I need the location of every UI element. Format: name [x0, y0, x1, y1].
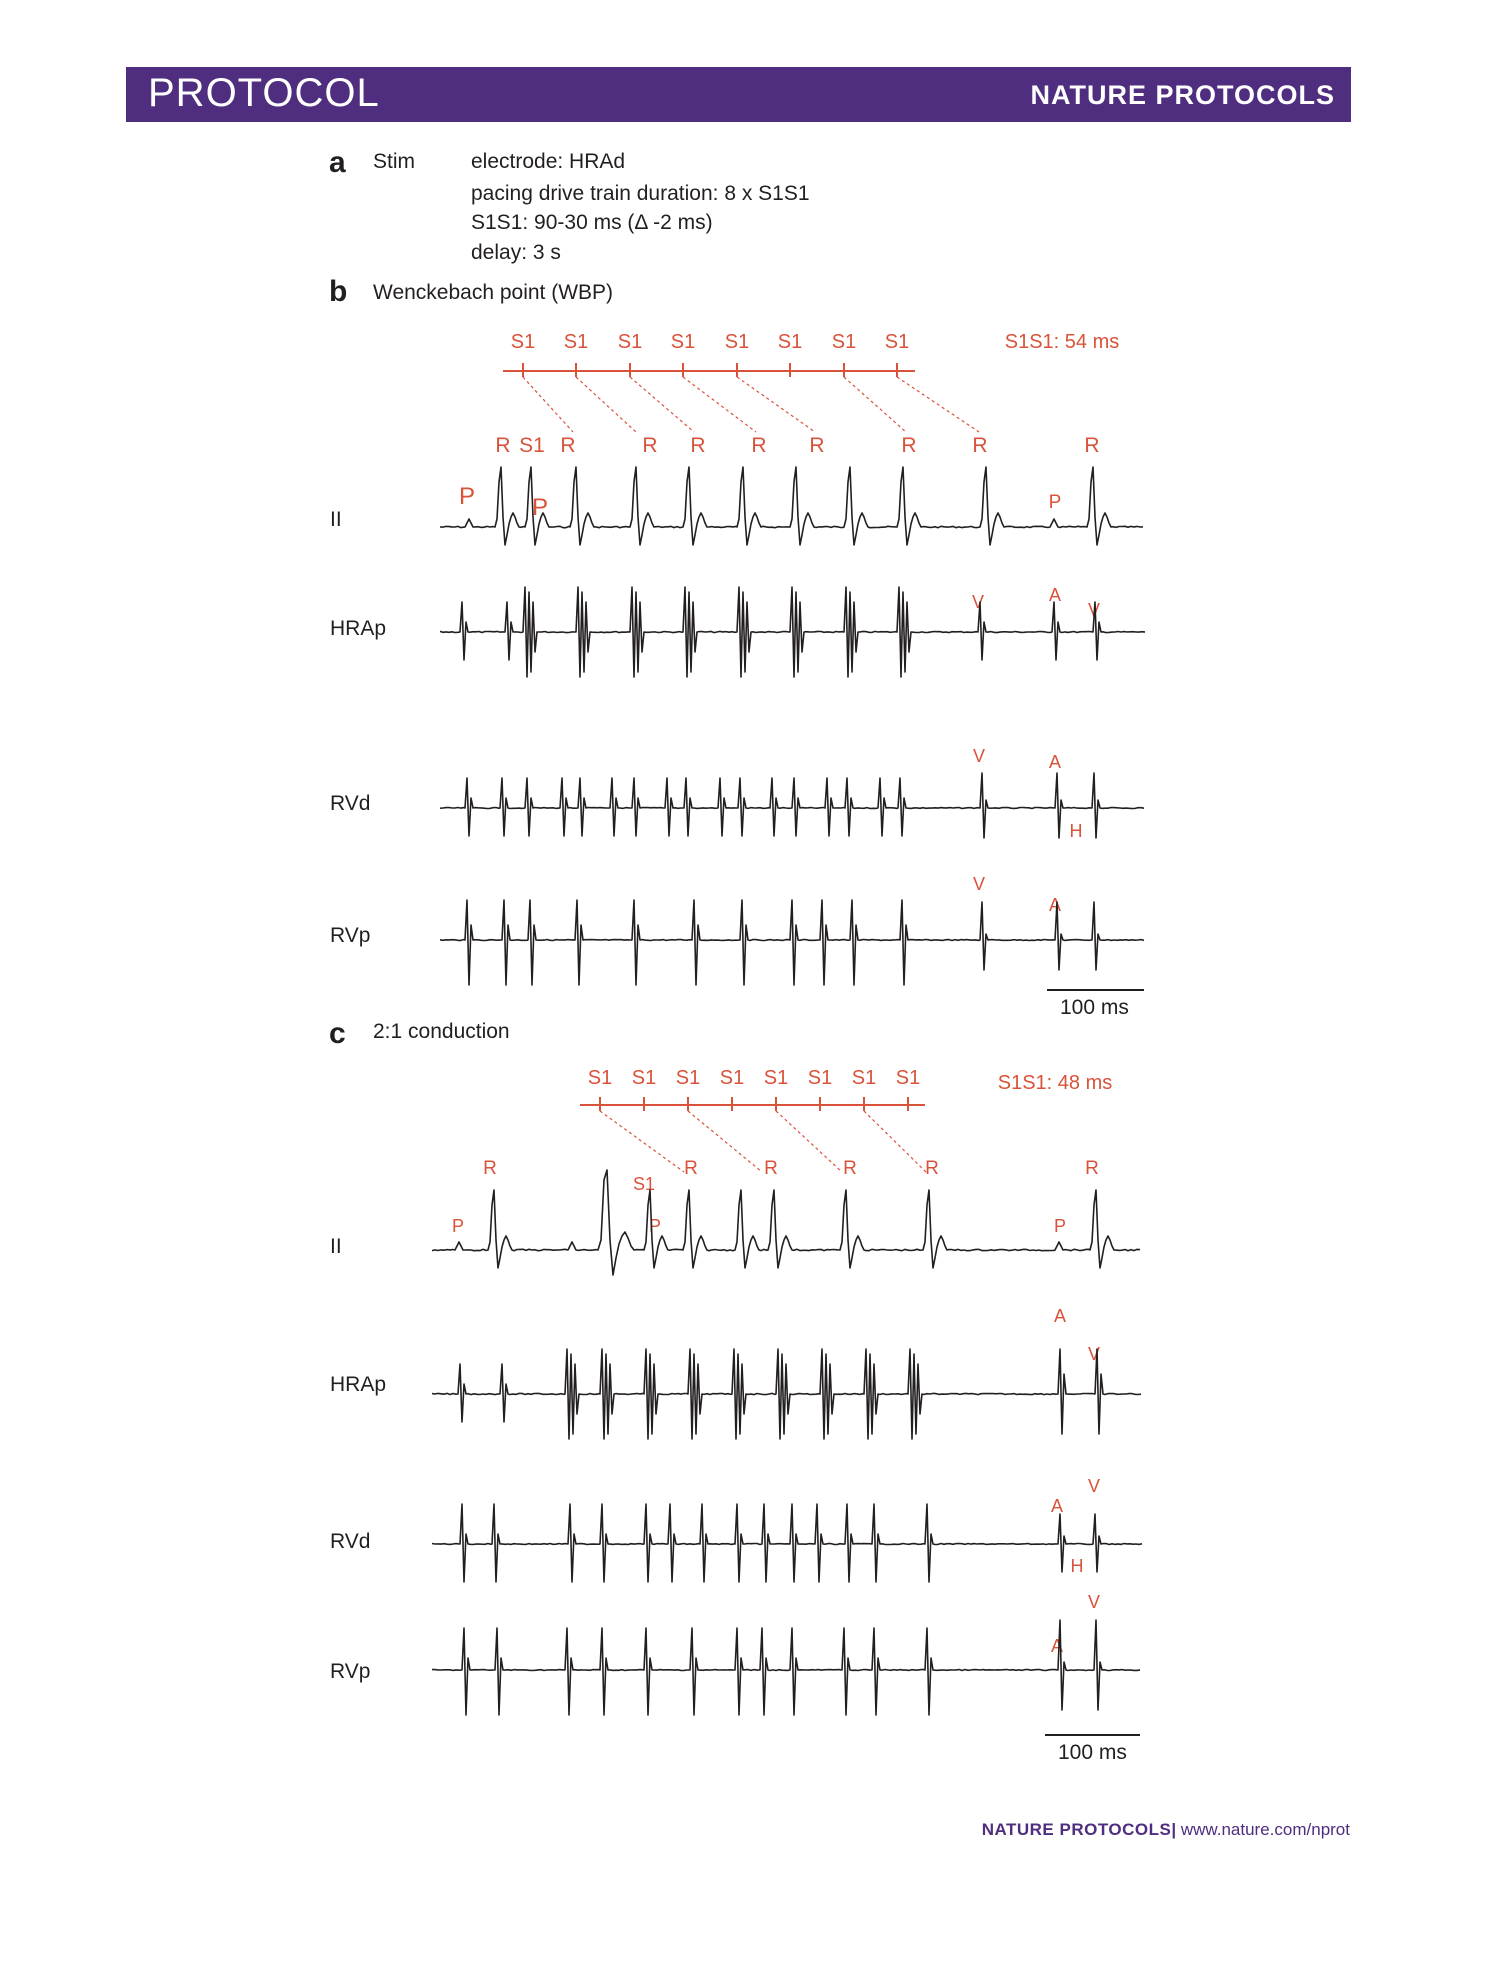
panel-a-stim-label: Stim [373, 150, 415, 173]
panel-c-s1-label: S1 [675, 1067, 701, 1089]
panel-b-r-label: R [972, 434, 988, 457]
panel-c-scale-label: 100 ms [1058, 1741, 1127, 1764]
panel-b-letter: b [329, 275, 348, 308]
panel-b-trace-label-rvp: RVp [330, 924, 371, 947]
panel-c-r-label: R [483, 1158, 497, 1179]
panel-a-line-2: pacing drive train duration: 8 x S1S1 [471, 182, 810, 205]
panel-b-a-label: A [1048, 585, 1062, 605]
panel-c-letter: c [329, 1017, 346, 1050]
journal-name: NATURE PROTOCOLS [1030, 80, 1335, 110]
panel-b-p-label: P [531, 494, 549, 521]
panel-b-s1-label: S1 [724, 331, 750, 353]
panel-c-s1-label: S1 [851, 1067, 877, 1089]
panel-c-trace-label-rvp: RVp [330, 1660, 371, 1683]
panel-b-s1-label: S1 [884, 331, 910, 353]
panel-c-s1-label: S1 [587, 1067, 613, 1089]
footer [982, 1820, 1350, 1840]
panel-b-r-label: R [1084, 434, 1100, 457]
panel-b-r-label: R [495, 434, 511, 457]
panel-b-conduction-line [897, 377, 979, 432]
panel-c-a-label: A [1050, 1636, 1064, 1656]
panel-c-a-label: A [1053, 1306, 1067, 1326]
panel-c-h-label: H [1070, 1556, 1084, 1576]
panel-b-trace-rvd [440, 773, 1144, 838]
panel-b-s1-label: S1 [510, 331, 536, 353]
panel-b-p-label: P [1048, 492, 1062, 513]
panel-b-v-label: V [971, 592, 985, 612]
panel-c-conduction-line [688, 1111, 762, 1172]
panel-c-trace-label-rvd: RVd [330, 1530, 371, 1553]
panel-c-conduction-line [776, 1111, 842, 1172]
panel-c-p-label: P [451, 1216, 465, 1236]
panel-c-r-label: R [843, 1158, 857, 1179]
panel-b-conduction-line [737, 377, 815, 432]
panel-b-trace-hrap [440, 587, 1145, 677]
panel-c-trace-label-ii: II [330, 1235, 342, 1258]
panel-b-conduction-line [844, 377, 906, 432]
panel-b-r-label: R [901, 434, 917, 457]
panel-b-s1-label: S1 [831, 331, 857, 353]
panel-b-r-label: R [809, 434, 825, 457]
panel-b-r-label: R [690, 434, 706, 457]
panel-b-v-label: V [1087, 600, 1101, 620]
panel-b-p-label: P [458, 483, 476, 510]
panel-b-v-label: V [972, 874, 986, 894]
panel-a-line-3: S1S1: 90-30 ms (Δ -2 ms) [471, 211, 713, 234]
panel-b-trace-label-rvd: RVd [330, 792, 371, 815]
panel-b-s1-label: S1 [617, 331, 643, 353]
panel-c-trace-label-hrap: HRAp [330, 1373, 387, 1396]
panel-c-p-label: P [648, 1216, 662, 1236]
panel-b-conduction-line [523, 377, 573, 432]
panel-c-s1-label: S1 [631, 1067, 657, 1089]
panel-c-r-label: R [684, 1158, 698, 1179]
panel-b-conduction-line [630, 377, 694, 432]
panel-b-interval-label: S1S1: 54 ms [1004, 331, 1120, 353]
panel-c-r-label: R [764, 1158, 778, 1179]
panel-b-r-label: R [560, 434, 576, 457]
panel-b-s1-label: S1 [777, 331, 803, 353]
panel-b-a-label: A [1048, 752, 1062, 772]
section-label: PROTOCOL [148, 71, 380, 115]
panel-b-conduction-line [576, 377, 636, 432]
panel-c-s1-annot: S1 [632, 1174, 656, 1194]
panel-a-line-1: electrode: HRAd [471, 150, 626, 173]
panel-c-trace-rvp [432, 1620, 1140, 1715]
panel-c-interval-label: S1S1: 48 ms [997, 1072, 1113, 1094]
panel-c-conduction-line [864, 1111, 926, 1172]
panel-a-line-4: delay: 3 s [471, 241, 561, 264]
panel-c-conduction-line [600, 1111, 684, 1172]
panel-b-s1-label: S1 [563, 331, 589, 353]
panel-b-r-label: R [642, 434, 658, 457]
panel-c-s1-label: S1 [807, 1067, 833, 1089]
footer-url[interactable]: www.nature.com/nprot [1180, 1820, 1350, 1839]
panel-b-trace-rvp [440, 900, 1144, 985]
panel-b-title: Wenckebach point (WBP) [373, 281, 614, 304]
panel-a-letter: a [329, 146, 346, 179]
panel-b-v-label: V [972, 746, 986, 766]
panel-c-title: 2:1 conduction [373, 1020, 510, 1043]
panel-b-trace-label-ii: II [330, 508, 342, 531]
footer-separator: | [1171, 1820, 1177, 1839]
panel-c-a-label: A [1050, 1496, 1064, 1516]
panel-c-s1-label: S1 [719, 1067, 745, 1089]
panel-c-v-label: V [1087, 1592, 1101, 1612]
panel-c-v-label: V [1087, 1344, 1101, 1364]
panel-c-s1-label: S1 [763, 1067, 789, 1089]
panel-c-p-label: P [1053, 1216, 1067, 1236]
panel-b-trace-label-hrap: HRAp [330, 617, 387, 640]
panel-c-r-label: R [925, 1158, 939, 1179]
panel-b-conduction-line [683, 377, 756, 432]
panel-b-r-label: R [751, 434, 767, 457]
panel-b-s1-label: S1 [670, 331, 696, 353]
panel-c-s1-label: S1 [895, 1067, 921, 1089]
panel-c-v-label: V [1087, 1476, 1101, 1496]
panel-b-h-label: H [1069, 821, 1083, 841]
panel-b-scale-label: 100 ms [1060, 996, 1129, 1019]
panel-b-r-label: S1 [519, 434, 545, 457]
panel-b-a-label: A [1048, 895, 1062, 915]
panel-c-trace-hrap [432, 1349, 1141, 1439]
panel-c-r-label: R [1085, 1158, 1099, 1179]
panel-c-trace-rvd [432, 1504, 1142, 1582]
panel-c-trace-ii [432, 1170, 1140, 1275]
footer-journal: NATURE PROTOCOLS [981, 1820, 1172, 1839]
